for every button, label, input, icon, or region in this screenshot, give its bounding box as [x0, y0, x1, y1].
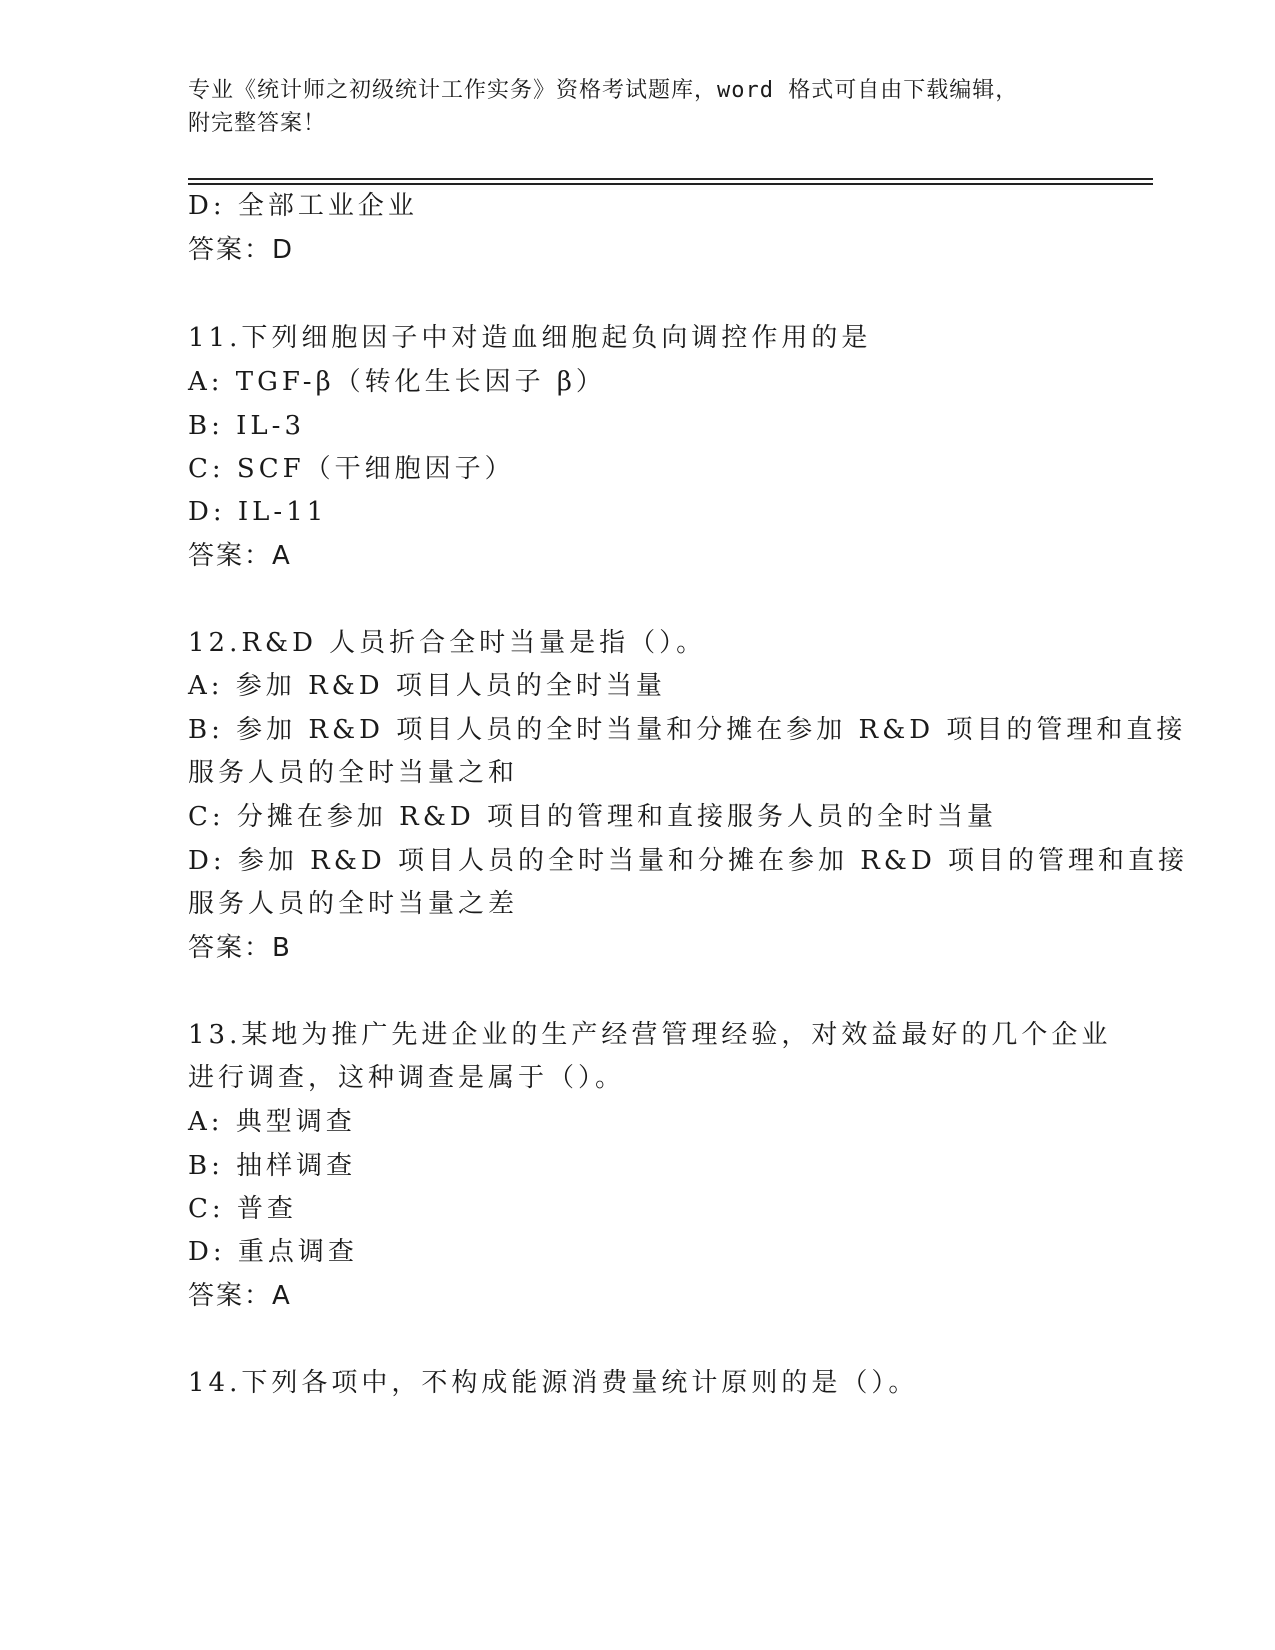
q12-answer: 答案：B [188, 933, 292, 963]
q12-option-a: A: 参加 R&D 项目人员的全时当量 [188, 671, 666, 701]
q11-answer: 答案：A [188, 541, 292, 571]
q12-option-d-line1: D: 参加 R&D 项目人员的全时当量和分摊在参加 R&D 项目的管理和直接 [188, 846, 1189, 876]
q13-option-a: A: 典型调查 [188, 1107, 356, 1137]
q11-question: 11.下列细胞因子中对造血细胞起负向调控作用的是 [188, 323, 872, 353]
q12-option-c: C: 分摊在参加 R&D 项目的管理和直接服务人员的全时当量 [188, 802, 998, 832]
q13-question-line1: 13.某地为推广先进企业的生产经营管理经验，对效益最好的几个企业 [188, 1020, 1112, 1050]
q11-option-a: A: TGF-β（转化生长因子 β） [188, 367, 606, 397]
q13-option-c: C: 普查 [188, 1194, 297, 1224]
q11-option-c: C: SCF（干细胞因子） [188, 454, 515, 484]
q13-answer: 答案：A [188, 1281, 292, 1311]
header-line-1: 专业《统计师之初级统计工作实务》资格考试题库，word 格式可自由下载编辑， [188, 78, 1019, 103]
prev-answer: 答案：D [188, 235, 295, 265]
q12-option-d-line2: 服务人员的全时当量之差 [188, 889, 519, 919]
header-divider-bottom [188, 183, 1153, 185]
q13-question-line2: 进行调查，这种调查是属于（）。 [188, 1063, 626, 1093]
q11-option-d: D: IL-11 [188, 497, 328, 527]
q13-option-d: D: 重点调查 [188, 1237, 358, 1267]
q12-option-b-line1: B: 参加 R&D 项目人员的全时当量和分摊在参加 R&D 项目的管理和直接 [188, 715, 1187, 745]
document-header [188, 74, 1088, 140]
header-line-2: 附完整答案！ [188, 111, 327, 136]
q13-option-b: B: 抽样调查 [188, 1151, 357, 1181]
q11-option-b: B: IL-3 [188, 411, 305, 441]
q12-option-b-line2: 服务人员的全时当量之和 [188, 758, 519, 788]
q12-question: 12.R&D 人员折合全时当量是指（）。 [188, 628, 707, 658]
header-divider-top [188, 178, 1153, 180]
q14-question: 14.下列各项中，不构成能源消费量统计原则的是（）。 [188, 1368, 919, 1398]
prev-option-d: D: 全部工业企业 [188, 191, 418, 221]
